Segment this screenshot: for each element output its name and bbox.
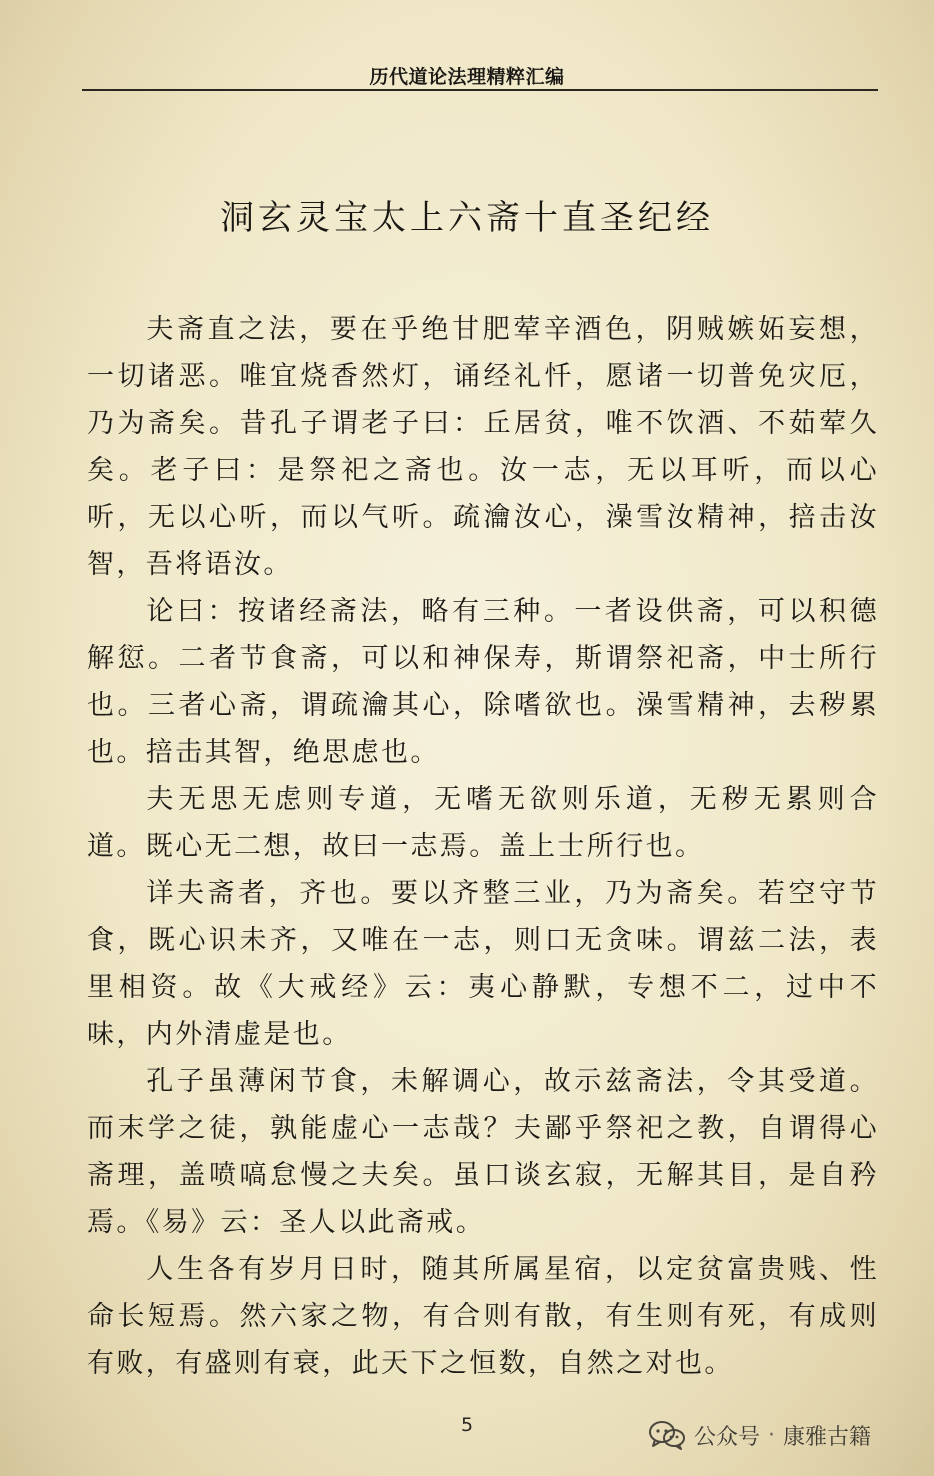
- running-header: 历代道论法理精粹汇编: [369, 66, 565, 88]
- paragraph: 论曰：按诸经斋法，略有三种。一者设供斋，可以积德解愆。二者节食斋，可以和神保寿，斯谓祭祀斋，中士所行也。三者心斋，谓疏瀹其心，除嗜欲也。澡雪精神，去秽累也。掊击其智，绝思虑也。: [87, 596, 879, 768]
- paragraph: 夫斋直之法，要在乎绝甘肥荤辛酒色，阴贼嫉妬妄想，一切诸恶。唯宜烧香然灯，诵经礼忏，愿诸一切普免灾厄，乃为斋矣。昔孔子谓老子曰：丘居贫，唯不饮酒、不茹荤久矣。老子曰：是祭祀之斋也。汝一志，无以耳听，而以心听，无以心听，而以气听。疏瀹汝心，澡雪汝精神，掊击汝智，吾将语汝。: [87, 314, 879, 580]
- page-title: 洞玄灵宝太上六斋十直圣纪经: [220, 198, 714, 238]
- watermark-account: 康雅古籍: [783, 1424, 872, 1450]
- watermark: [648, 1417, 871, 1453]
- paragraph: 孔子虽薄闲节食，未解调心，故示兹斋法，令其受道。而末学之徒，孰能虚心一志哉？夫鄙乎祭祀之教，自谓得心斋理，盖喷嗃怠慢之夫矣。虽口谈玄寂，无解其目，是自矜焉。《易》云：圣人以此斋戒。: [87, 1066, 879, 1238]
- wechat-icon: [648, 1419, 686, 1451]
- paragraph: 夫无思无虑则专道，无嗜无欲则乐道，无秽无累则合道。既心无二想，故曰一志焉。盖上士所行也。: [87, 784, 879, 862]
- body-text: [87, 306, 879, 1387]
- header-rule: [82, 89, 878, 91]
- watermark-label: 公众号: [694, 1424, 761, 1450]
- watermark-separator: ·: [768, 1422, 776, 1448]
- page-number: 5: [460, 1414, 474, 1436]
- paragraph: 人生各有岁月日时，随其所属星宿，以定贫富贵贱、性命长短焉。然六家之物，有合则有散，有生则有死，有成则有败，有盛则有衰，此天下之恒数，自然之对也。: [87, 1254, 879, 1379]
- paragraph: 详夫斋者，齐也。要以齐整三业，乃为斋矣。若空守节食，既心识未齐，又唯在一志，则口无贪味。谓兹二法，表里相资。故《大戒经》云：夷心静默，专想不二，过中不味，内外清虚是也。: [87, 878, 879, 1050]
